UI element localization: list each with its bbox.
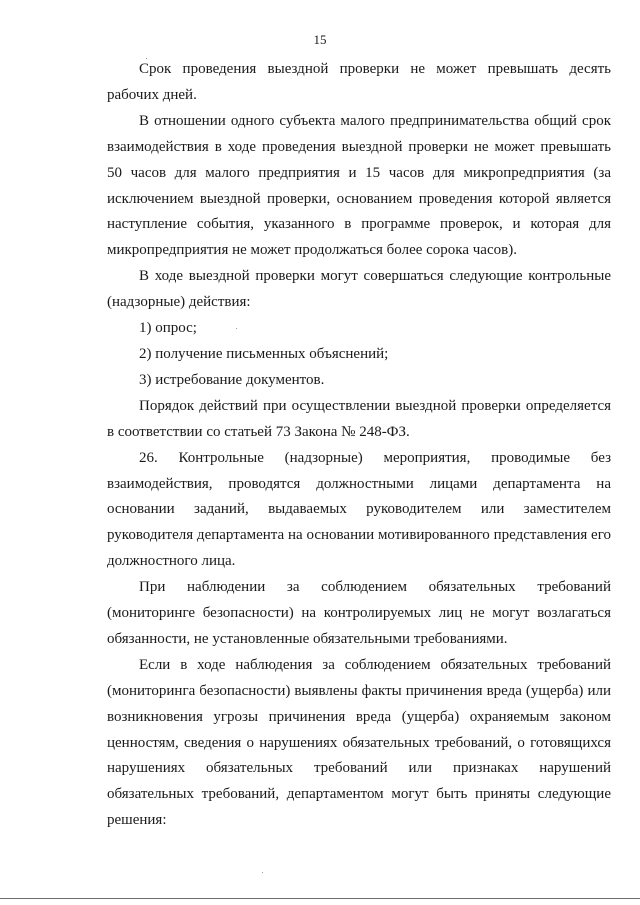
scan-speck bbox=[236, 328, 237, 329]
list-item-written-explanations: 2) получение письменных объяснений; bbox=[139, 345, 389, 362]
scan-bottom-edge bbox=[0, 898, 640, 899]
paragraph-small-business-term: В отношении одного субъекта малого предпринимательства общий срок взаимодействия в ходе проведения выездной проверки не может превышать 50 часов для малого предприятия и 15 часов для микропредприятия (за исключением выездной проверки, основанием проведения которой является наступление события, указанного в программе проверок, и которая для микропредприятия не может продолжаться более сорока часов). bbox=[107, 112, 611, 259]
paragraph-procedure: Порядок действий при осуществлении выездной проверки определяется в соответствии со статьей 73 Закона № 248-ФЗ. bbox=[107, 397, 611, 440]
list-item-documents-request: 3) истребование документов. bbox=[139, 371, 325, 388]
paragraph-control-actions: В ходе выездной проверки могут совершаться следующие контрольные (надзорные) действия: bbox=[107, 268, 611, 311]
document-body bbox=[107, 57, 611, 834]
paragraph-monitoring: При наблюдении за соблюдением обязательных требований (мониторинге безопасности) на контролируемых лиц не могут возлагаться обязанности, не установленные обязательными требованиями. bbox=[107, 579, 611, 647]
scan-speck bbox=[146, 58, 147, 59]
scan-speck bbox=[262, 872, 263, 873]
paragraph-inspection-term: Срок проведения выездной проверки не может превышать десять рабочих дней. bbox=[107, 61, 611, 103]
list-item-interview: 1) опрос; bbox=[139, 320, 197, 337]
page-number: 15 bbox=[313, 32, 327, 47]
paragraph-monitoring-results: Если в ходе наблюдения за соблюдением обязательных требований (мониторинга безопасности) выявлены факты причинения вреда (ущерба) или возникновения угрозы причинения вреда (ущерба) охраняемым законом ценностям, сведения о нарушениях обязательных требований, о готовящихся нарушениях обязательных требований или признаках нарушений обязательных требований, департаментом могут быть приняты следующие решения: bbox=[107, 656, 611, 829]
paragraph-item-26: 26. Контрольные (надзорные) мероприятия, проводимые без взаимодействия, проводятся должностными лицами департамента на основании заданий, выдаваемых руководителем или заместителем руководителя департамента на основании мотивированного представления его должностного лица. bbox=[107, 449, 611, 570]
